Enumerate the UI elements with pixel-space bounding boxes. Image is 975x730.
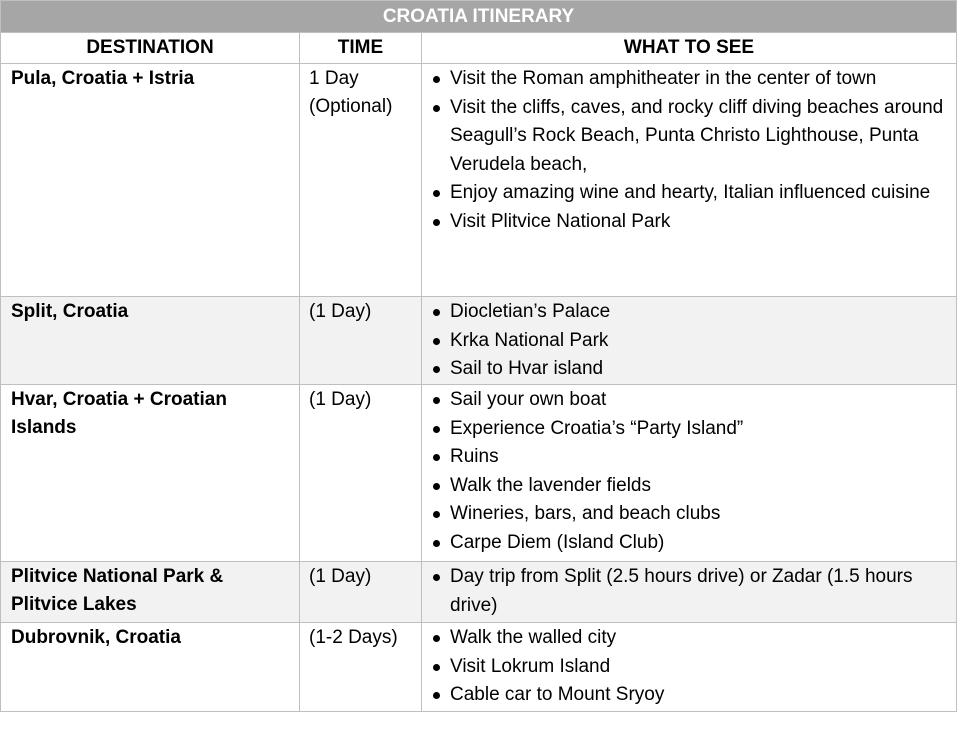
what-to-see-cell — [422, 297, 957, 385]
list-item: Visit the Roman amphitheater in the center of town — [430, 65, 950, 94]
header-what-to-see: WHAT TO SEE — [422, 33, 957, 64]
list-item: Walk the walled city — [430, 624, 950, 653]
list-item: Enjoy amazing wine and hearty, Italian influenced cuisine — [430, 179, 950, 208]
time-cell: (1 Day) — [300, 385, 422, 562]
table-row — [1, 623, 957, 712]
list-item: Wineries, bars, and beach clubs — [430, 500, 950, 529]
activity-list — [430, 65, 950, 236]
time-cell: 1 Day (Optional) — [300, 64, 422, 297]
what-to-see-cell — [422, 385, 957, 562]
list-item: Sail your own boat — [430, 386, 950, 415]
list-item: Visit the cliffs, caves, and rocky cliff diving beaches around Seagull’s Rock Beach, Punta Christo Lighthouse, Punta Verudela beach, — [430, 94, 950, 180]
list-item: Experience Croatia’s “Party Island” — [430, 415, 950, 444]
table-title: CROATIA ITINERARY — [1, 1, 957, 33]
destination-cell: Plitvice National Park & Plitvice Lakes — [1, 562, 300, 623]
list-item: Day trip from Split (2.5 hours drive) or Zadar (1.5 hours drive) — [430, 563, 950, 620]
what-to-see-cell — [422, 623, 957, 712]
time-cell: (1 Day) — [300, 562, 422, 623]
table-row — [1, 562, 957, 623]
time-cell: (1-2 Days) — [300, 623, 422, 712]
activity-list — [430, 386, 950, 557]
header-destination: DESTINATION — [1, 33, 300, 64]
activity-list — [430, 298, 950, 384]
table-row — [1, 297, 957, 385]
what-to-see-cell — [422, 562, 957, 623]
activity-list — [430, 624, 950, 710]
list-item: Visit Lokrum Island — [430, 653, 950, 682]
list-item: Carpe Diem (Island Club) — [430, 529, 950, 558]
list-item: Walk the lavender fields — [430, 472, 950, 501]
header-time: TIME — [300, 33, 422, 64]
list-item: Sail to Hvar island — [430, 355, 950, 384]
table-row — [1, 64, 957, 297]
time-cell: (1 Day) — [300, 297, 422, 385]
table-row — [1, 385, 957, 562]
what-to-see-cell — [422, 64, 957, 297]
destination-cell: Hvar, Croatia + Croatian Islands — [1, 385, 300, 562]
destination-cell: Split, Croatia — [1, 297, 300, 385]
activity-list — [430, 563, 950, 620]
list-item: Cable car to Mount Sryoy — [430, 681, 950, 710]
list-item: Krka National Park — [430, 327, 950, 356]
list-item: Ruins — [430, 443, 950, 472]
list-item: Diocletian’s Palace — [430, 298, 950, 327]
list-item: Visit Plitvice National Park — [430, 208, 950, 237]
destination-cell: Pula, Croatia + Istria — [1, 64, 300, 297]
destination-cell: Dubrovnik, Croatia — [1, 623, 300, 712]
